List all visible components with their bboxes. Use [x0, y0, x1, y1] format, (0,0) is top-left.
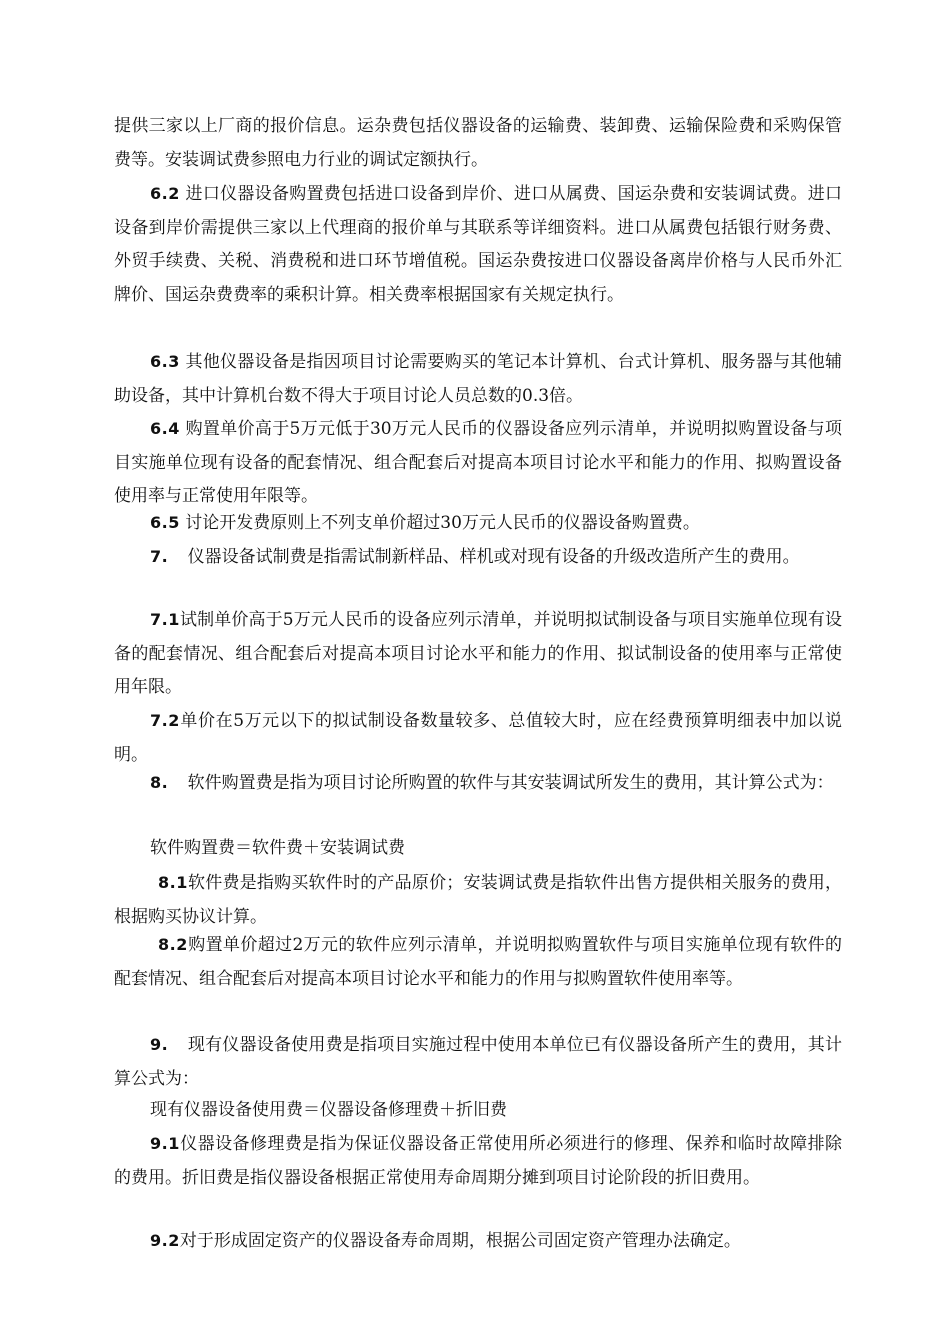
section-number: 6.3	[150, 352, 180, 371]
section-number: 8.1	[158, 873, 188, 892]
paragraph-6-3	[114, 345, 842, 413]
paragraph-text: 软件费是指购买软件时的产品原价；安装调试费是指软件出售方提供相关服务的费用，根据购买协议计算。	[114, 873, 842, 927]
paragraph-9	[114, 1028, 842, 1096]
formula-equipment-usage-cost	[150, 1094, 507, 1128]
section-number: 8.2	[158, 935, 188, 954]
paragraph-9-1	[114, 1127, 842, 1195]
section-number: 7.2	[150, 711, 180, 730]
section-number: 9.2	[150, 1231, 180, 1250]
paragraph-text: 软件购置费是指为项目讨论所购置的软件与其安装调试所发生的费用，其计算公式为：	[187, 773, 834, 793]
paragraph-text: 提供三家以上厂商的报价信息。运杂费包括仪器设备的运输费、装卸费、运输保险费和采购保管费等。安装调试费参照电力行业的调试定额执行。	[114, 116, 842, 170]
paragraph-9-2	[114, 1224, 842, 1259]
paragraph-6-4	[114, 412, 842, 514]
paragraph-text: 讨论开发费原则上不列支单价超过30万元人民币的仪器设备购置费。	[185, 513, 700, 533]
paragraph-7	[114, 540, 842, 575]
paragraph-text: 其他仪器设备是指因项目讨论需要购买的笔记本计算机、台式计算机、服务器与其他辅助设备，其中计算机台数不得大于项目讨论人员总数的0.3倍。	[114, 352, 842, 406]
section-number: 6.2	[150, 184, 180, 203]
formula-text: 现有仪器设备使用费＝仪器设备修理费＋折旧费	[150, 1100, 507, 1120]
paragraph-text: 进口仪器设备购置费包括进口设备到岸价、进口从属费、国运杂费和安装调试费。进口设备到岸价需提供三家以上代理商的报价单与其联系等详细资料。进口从属费包括银行财务费、外贸手续费、关税、消费税和进口环节增值税。国运杂费按进口仪器设备离岸价格与人民币外汇牌价、国运杂费费率的乘积计算。相关费率根据国家有关规定执行。	[114, 184, 842, 305]
paragraph-8-1	[114, 866, 842, 934]
section-number: 9.1	[150, 1134, 180, 1153]
paragraph-7-2	[114, 704, 842, 772]
section-number: 9.	[150, 1035, 169, 1054]
section-number: 6.4	[150, 419, 180, 438]
formula-software-cost	[150, 832, 405, 866]
paragraph-text: 现有仪器设备使用费是指项目实施过程中使用本单位已有仪器设备所产生的费用，其计算公式为：	[114, 1035, 842, 1089]
paragraph-8	[114, 766, 842, 801]
paragraph-text: 购置单价高于5万元低于30万元人民币的仪器设备应列示清单，并说明拟购置设备与项目实施单位现有设备的配套情况、组合配套后对提高本项目讨论水平和能力的作用、拟购置设备使用率与正常使用年限等。	[114, 419, 842, 507]
paragraph-6-2	[114, 177, 842, 312]
section-number: 6.5	[150, 513, 180, 532]
paragraph-text: 仪器设备修理费是指为保证仪器设备正常使用所必须进行的修理、保养和临时故障排除的费用。折旧费是指仪器设备根据正常使用寿命周期分摊到项目讨论阶段的折旧费用。	[114, 1134, 842, 1188]
section-number: 8.	[150, 773, 169, 792]
paragraph-text: 试制单价高于5万元人民币的设备应列示清单，并说明拟试制设备与项目实施单位现有设备的配套情况、组合配套后对提高本项目讨论水平和能力的作用、拟试制设备的使用率与正常使用年限。	[114, 610, 842, 698]
paragraph-continuation	[114, 110, 842, 177]
section-number: 7.1	[150, 610, 180, 629]
paragraph-text: 仪器设备试制费是指需试制新样品、样机或对现有设备的升级改造所产生的费用。	[187, 547, 800, 567]
formula-text: 软件购置费＝软件费＋安装调试费	[150, 838, 405, 858]
section-number: 7.	[150, 547, 169, 566]
paragraph-8-2	[114, 928, 842, 996]
paragraph-text: 单价在5万元以下的拟试制设备数量较多、总值较大时，应在经费预算明细表中加以说明。	[114, 711, 842, 765]
paragraph-text: 购置单价超过2万元的软件应列示清单，并说明拟购置软件与项目实施单位现有软件的配套情况、组合配套后对提高本项目讨论水平和能力的作用与拟购置软件使用率等。	[114, 935, 842, 989]
paragraph-7-1	[114, 603, 842, 705]
paragraph-text: 对于形成固定资产的仪器设备寿命周期，根据公司固定资产管理办法确定。	[179, 1231, 741, 1251]
paragraph-6-5	[114, 506, 842, 541]
